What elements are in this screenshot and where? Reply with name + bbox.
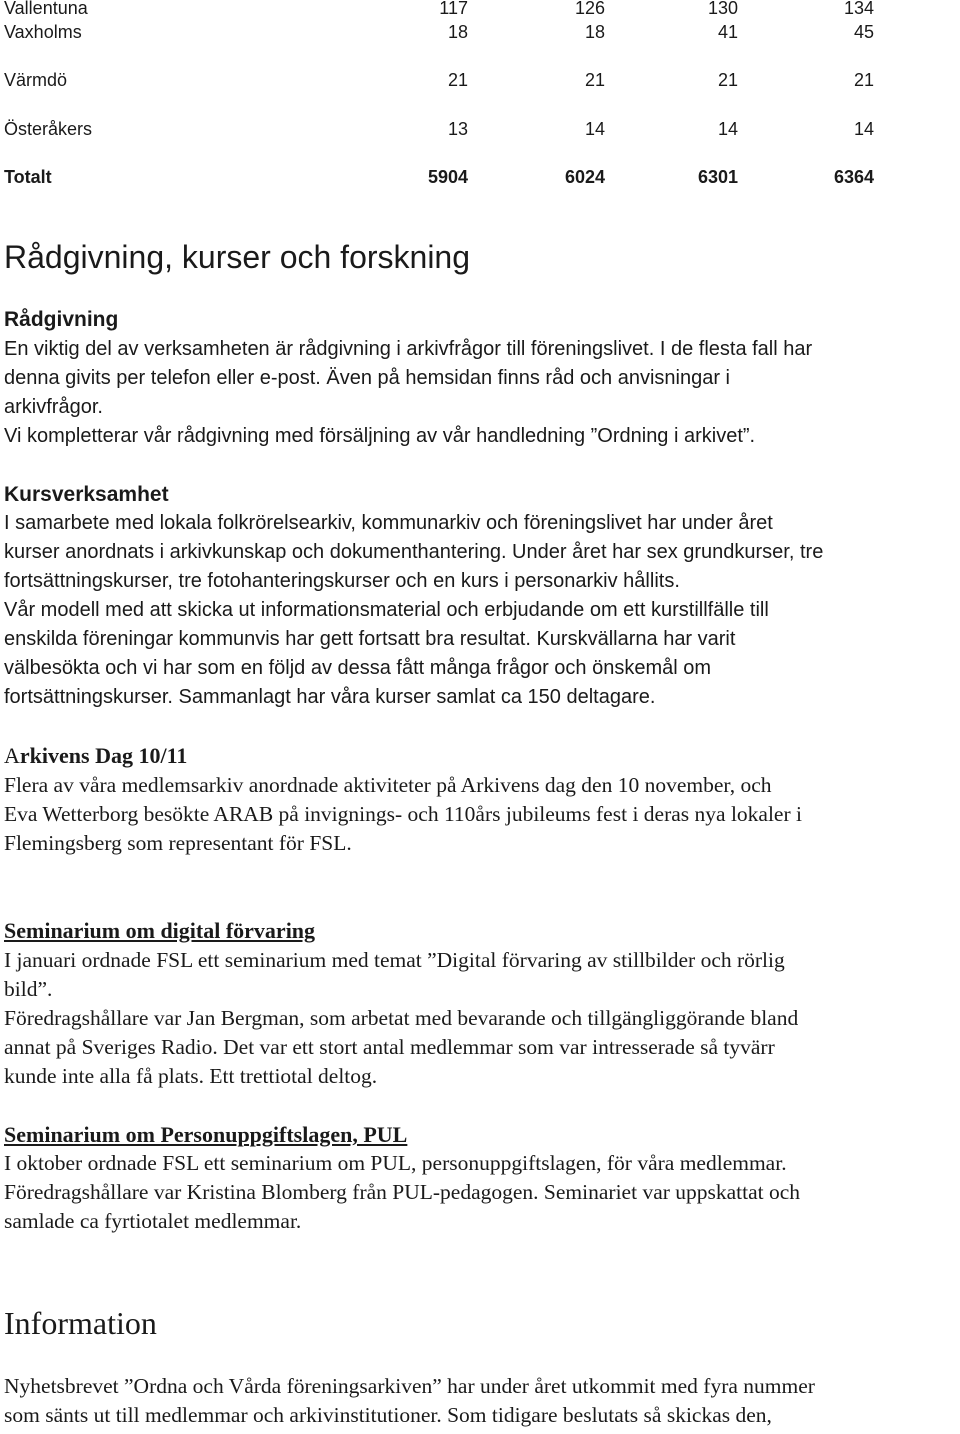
table-value: 117 — [439, 0, 468, 18]
seminarium-digital-heading: Seminarium om digital förvaring — [4, 918, 316, 943]
paragraph-line: kurser anordnats i arkivkunskap och dokumenthantering. Under året har sex grundkurser, tre — [4, 541, 824, 563]
paragraph-line: kunde inte alla få plats. Ett trettiotal deltog. — [4, 1064, 378, 1088]
paragraph-line: annat på Sveriges Radio. Det var ett stort antal medlemmar som var intresserade så tyvärr — [4, 1035, 775, 1059]
municipality-name: Vallentuna — [4, 0, 88, 18]
section-title: Rådgivning, kurser och forskning — [4, 239, 471, 275]
arkivens-dag-heading — [4, 743, 187, 769]
total-value: 6364 — [833, 167, 874, 187]
table-value: 21 — [447, 70, 468, 90]
municipality-name: Vaxholms — [4, 22, 82, 42]
table-value: 21 — [717, 70, 738, 90]
paragraph-line: fortsättningskurser, tre fotohanteringskurser och en kurs i personarkiv hållits. — [4, 570, 680, 592]
paragraph-line: Föredragshållare var Kristina Blomberg från PUL-pedagogen. Seminariet var uppskattat och — [4, 1180, 801, 1204]
total-value: 6301 — [697, 167, 738, 187]
table-value: 45 — [853, 22, 874, 42]
heading-rest: rkivens Dag 10/11 — [19, 743, 188, 768]
paragraph-line: enskilda föreningar kommunvis har gett fortsatt bra resultat. Kurskvällarna har varit — [4, 628, 736, 650]
table-row — [4, 0, 874, 22]
paragraph-line: denna givits per telefon eller e-post. Även på hemsidan finns råd och anvisningar i — [4, 367, 730, 389]
total-value: 5904 — [427, 167, 468, 187]
paragraph-line: fortsättningskurser. Sammanlagt har våra kurser samlat ca 150 deltagare. — [4, 686, 656, 708]
table-value: 13 — [447, 119, 468, 139]
paragraph-line: I samarbete med lokala folkrörelsearkiv, kommunarkiv och föreningslivet har under året — [4, 512, 773, 534]
table-value: 14 — [584, 119, 605, 139]
table-value: 18 — [447, 22, 468, 42]
table-value: 41 — [717, 22, 738, 42]
paragraph-line: I oktober ordnade FSL ett seminarium om PUL, personuppgiftslagen, för våra medlemmar. — [4, 1151, 787, 1175]
paragraph-line: Eva Wetterborg besökte ARAB på invignings- och 110års jubileums fest i deras nya lokaler i — [4, 802, 802, 826]
paragraph-line: samlade ca fyrtiotalet medlemmar. — [4, 1209, 302, 1233]
table-value: 21 — [853, 70, 874, 90]
paragraph-line: Flera av våra medlemsarkiv anordnade aktiviteter på Arkivens dag den 10 november, och — [4, 773, 772, 797]
table-value: 14 — [853, 119, 874, 139]
paragraph-line: välbesökta och vi har som en följd av dessa fått många frågor och önskemål om — [4, 657, 712, 679]
table-total-row — [4, 167, 874, 191]
table-row — [4, 119, 874, 143]
table-row — [4, 70, 874, 94]
table-value: 126 — [574, 0, 605, 18]
table-row — [4, 22, 874, 46]
paragraph-line: arkivfrågor. — [4, 396, 103, 418]
total-value: 6024 — [564, 167, 605, 187]
heading-initial: A — [4, 743, 20, 768]
paragraph-line: bild”. — [4, 977, 53, 1001]
table-value: 21 — [584, 70, 605, 90]
table-value: 130 — [707, 0, 738, 18]
table-value: 134 — [843, 0, 874, 18]
kursverksamhet-heading: Kursverksamhet — [4, 483, 169, 506]
table-value: 14 — [717, 119, 738, 139]
paragraph-line: som sänts ut till medlemmar och arkivinstitutioner. Som tidigare beslutats så skickas den, — [4, 1403, 772, 1427]
total-label: Totalt — [4, 167, 52, 187]
paragraph-line: Flemingsberg som representant för FSL. — [4, 831, 352, 855]
radgivning-heading: Rådgivning — [4, 308, 119, 331]
paragraph-line: Vi kompletterar vår rådgivning med försäljning av vår handledning ”Ordning i arkivet”. — [4, 425, 756, 447]
seminarium-pul-heading: Seminarium om Personuppgiftslagen, PUL — [4, 1122, 408, 1147]
information-heading: Information — [4, 1305, 157, 1341]
municipality-name: Värmdö — [4, 70, 68, 90]
paragraph-line: I januari ordnade FSL ett seminarium med temat ”Digital förvaring av stillbilder och rörlig — [4, 948, 785, 972]
paragraph-line: Nyhetsbrevet ”Ordna och Vårda föreningsarkiven” har under året utkommit med fyra nummer — [4, 1374, 815, 1398]
table-value: 18 — [584, 22, 605, 42]
paragraph-line: En viktig del av verksamheten är rådgivning i arkivfrågor till föreningslivet. I de flesta fall har — [4, 338, 813, 360]
paragraph-line: Vår modell med att skicka ut informationsmaterial och erbjudande om ett kurstillfälle till — [4, 599, 769, 621]
municipality-name: Österåkers — [4, 119, 93, 139]
paragraph-line: Föredragshållare var Jan Bergman, som arbetat med bevarande och tillgängliggörande bland — [4, 1006, 799, 1030]
